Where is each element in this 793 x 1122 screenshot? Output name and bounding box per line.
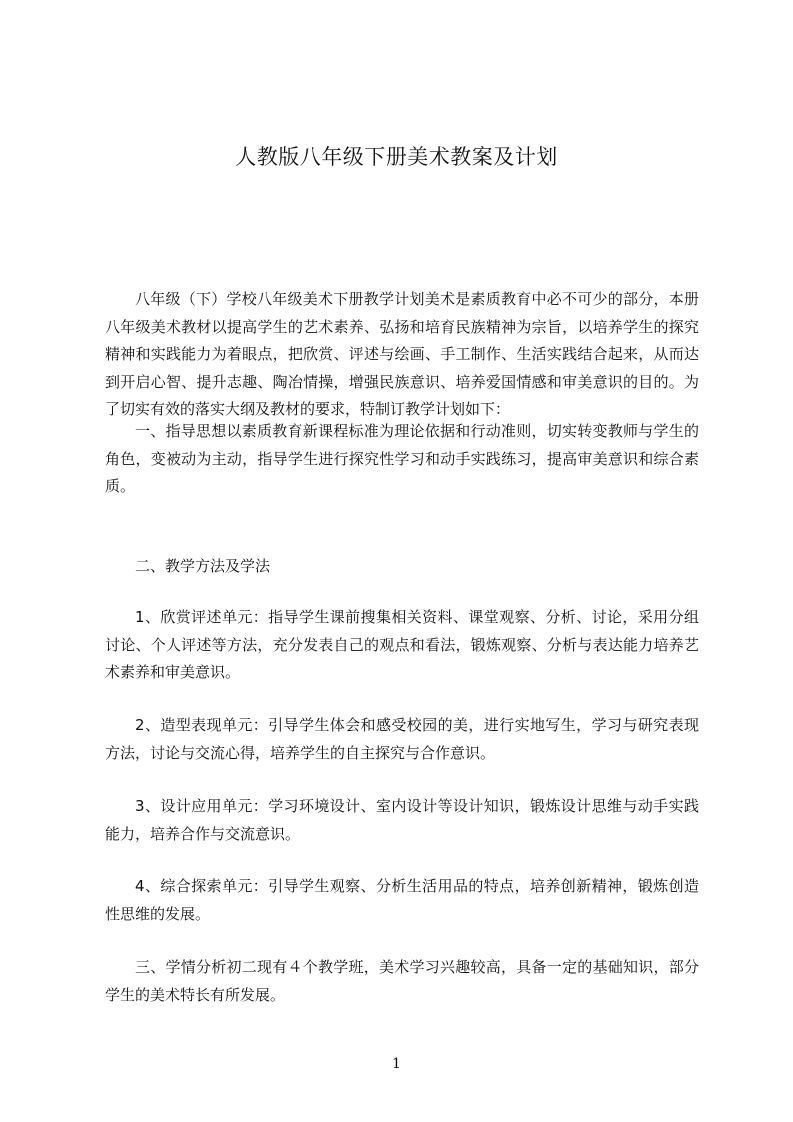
design-unit-paragraph: 3、设计应用单元：学习环境设计、室内设计等设计知识，锻炼设计思维与动手实践能力，培养合作与交流意识。 [105, 797, 699, 843]
document-title: 人教版八年级下册美术教案及计划 [235, 145, 558, 169]
guiding-ideology-paragraph: 一、指导思想以素质教育新课程标准为理论依据和行动准则，切实转变教师与学生的角色，变被动为主动，指导学生进行探究性学习和动手实践练习，提高审美意识和综合素质。 [105, 422, 699, 495]
intro-paragraph: 八年级（下）学校八年级美术下册教学计划美术是素质教育中必不可少的部分，本册八年级美术教材以提高学生的艺术素养、弘扬和培育民族精神为宗旨，以培养学生的探究精神和实践能力为着眼点，把欣赏、评述与绘画、手工制作、生活实践结合起来，从而达到开启心智、提升志趣、陶冶情操，增强民族意识、培养爱国情感和审美意识的目的。为了切实有效的落实大纲及教材的要求，特制订教学计划如下： [105, 290, 699, 418]
modeling-unit-paragraph: 2、造型表现单元：引导学生体会和感受校园的美，进行实地写生，学习与研究表现方法，讨论与交流心得，培养学生的自主探究与合作意识。 [105, 716, 699, 762]
teaching-methods-heading: 二、教学方法及学法 [135, 557, 271, 575]
exploration-unit-paragraph: 4、综合探索单元：引导学生观察、分析生活用品的特点，培养创新精神，锻炼创造性思维的发展。 [105, 877, 699, 923]
appreciation-unit-paragraph: 1、欣赏评述单元：指导学生课前搜集相关资料、课堂观察、分析、讨论，采用分组讨论、个人评述等方法，充分发表自己的观点和看法，锻炼观察、分析与表达能力培养艺术素养和审美意识。 [105, 608, 699, 681]
page-number: 1 [392, 1056, 401, 1072]
student-analysis-paragraph: 三、学情分析初二现有４个教学班，美术学习兴趣较高，具备一定的基础知识，部分学生的美术特长有所发展。 [105, 958, 699, 1004]
